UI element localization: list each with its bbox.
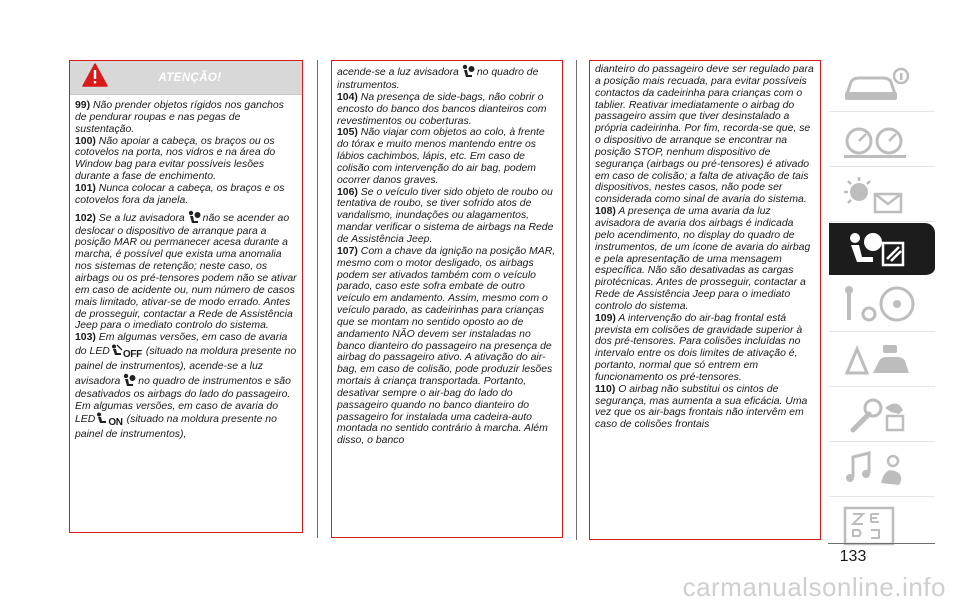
- warning-header: [70, 61, 302, 94]
- tab-multimedia[interactable]: [829, 443, 935, 498]
- maintenance-icon: [839, 394, 919, 436]
- warning-title: ATENÇÃO!: [158, 71, 222, 84]
- note-104: 104) Na presença de side-bags, não cobrir o encosto do banco dos bancos dianteiros com revestimentos ou coberturas.: [337, 91, 547, 127]
- tab-car-info[interactable]: [829, 58, 935, 113]
- note-101: 101) Nunca colocar a cabeça, os braços e os cotovelos fora da janela.: [75, 182, 285, 206]
- note-105: 105) Não viajar com objetos ao colo, à frente do tórax e muito menos mantendo entre os lábios cachimbos, lápis, etc. Em caso de colisão com intervenção do air bag, podem ocorrer danos graves.: [337, 127, 545, 186]
- note-110: 110) O airbag não substitui os cintos de segurança, mas aumenta a sua eficácia. Uma vez que os air-bags frontais não intervêm em caso de colisões frontais: [595, 383, 808, 431]
- tab-dashboard[interactable]: [829, 113, 935, 168]
- passenger-airbag-on-led-icon: ON: [96, 412, 122, 429]
- tab-emergency[interactable]: [829, 333, 935, 388]
- note-100: 100) Não apoiar a cabeça, os braços ou os cotovelos na porta, nos vidros e na área do Window bag para evitar possíveis lesões durante a fase de enchimento.: [75, 135, 276, 183]
- note-103: 103) Em algumas versões, em caso de avaria do LED OFF (situado na moldura presente no painel de instrumentos), acende-se a luz avisadora no quadro de instrumentos e são desativados os airbags do lado do passageiro. Em algumas versões, em caso de avaria do LED ON (situado na moldura presente no painel de instrumentos),: [75, 332, 297, 441]
- tab-safety[interactable]: [829, 223, 935, 278]
- warning-triangle-icon: [82, 63, 108, 87]
- note-108: 108) A presença de uma avaria da luz avisadora de avaria dos airbags é indicada pelo acendimento, no display do quadro de instrumentos, de um ícone de avaria do airbag e pela apresentação de uma mensagem específica. Não são desativadas as cargas pirotécnicas. Antes de prosseguir, contactar a Rede de Assistência Jeep para o imediato controlo do sistema.: [595, 206, 811, 312]
- note-106: 106) Se o veículo tiver sido objeto de roubo ou tentativa de roubo, se tiver sofrido atos de vandalismo, inundações ou alagamentos, mandar verificar o sistema de airbags na Rede de Assistência Jeep.: [337, 186, 554, 245]
- note-continued: dianteiro do passageiro deve ser regulado para a posição mais recuada, para evitar possíveis contactos da cadeirinha para crianças com o tablier. Reativar imediatamente o airbag do passageiro assim que tiver desinstalado a própria cadeirinha. Por fim, recorda-se que, se o dispositivo de arranque se encontrar na posição STOP, nenhum dispositivo de segurança (airbags ou pré-tensores) é ativado em caso de colisão; a falta de ativação de tais dispositivos, nestes casos, não pode ser considerada como sinal de avaria do sistema.: [595, 64, 814, 206]
- note-99: 99) Não prender objetos rígidos nos ganchos de pendurar roupas e nas pegas de sustentação.: [75, 100, 284, 135]
- page-number: 133: [839, 548, 867, 565]
- starting-driving-icon: [839, 284, 919, 326]
- warning-box-column-1: [69, 60, 303, 533]
- page-number-rule: [828, 543, 935, 544]
- column-divider: [317, 60, 318, 538]
- emergency-icon: [839, 339, 919, 381]
- warning-box-column-2: [331, 60, 563, 538]
- multimedia-icon: [839, 449, 919, 491]
- note-107: 107) Com a chave da ignição na posição MAR, mesmo com o motor desligado, os airbags podem ser ativados também com o veículo parado, caso este sofra embate de outro veículo em andamento. Assim, mesmo com o veículo parado, as cadeirinhas para crianças que se montam no sentido oposto ao de andamento NÃO devem ser instaladas no banco dianteiro do passageiro na presença de airbag do passageiro ativo. A ativação do air-bag, em caso de colisão, pode produzir lesões mortais à criança transportada. Portanto, desativar sempre o air-bag do lado do passageiro quando no banco dianteiro do passageiro for instalada uma cadeira-auto montada no sentido contrário à marcha. Além disso, o banco: [337, 245, 556, 447]
- watermark: carmanualsonline.info: [682, 572, 946, 602]
- column-divider: [576, 60, 577, 540]
- note-102: 102) Se a luz avisadora não se acender ao deslocar o dispositivo de arranque para a posição MAR ou permanecer acesa durante a marcha, é possível que exista uma anomalia nos sistemas de retenção; neste caso, os airbags ou os pré-tensores podem não se ativar em caso de acidente ou, num número de casos mais limitado, ativar-se de modo errado. Antes de prosseguir, contactar a Rede de Assistência Jeep para o imediato controlo do sistema.: [75, 210, 297, 333]
- car-info-icon: [839, 64, 919, 106]
- warning-box-column-3: [589, 60, 821, 540]
- chapter-tabs: [829, 58, 935, 553]
- note-109: 109) A intervenção do air-bag frontal está prevista em colisões de gravidade superior à dos pré-tensores. Para colisões incluídas no intervalo entre os dois limites de ativação é, portanto, normal que só entrem em funcionamento os pré-tensores.: [595, 312, 803, 383]
- index-icon: [839, 504, 919, 546]
- airbag-seat-icon: [839, 229, 919, 271]
- lights-icon: [839, 174, 919, 216]
- note-continued: acende-se a luz avisadora no quadro de instrumentos.: [337, 64, 557, 92]
- passenger-airbag-off-led-icon: OFF: [111, 344, 142, 361]
- tab-starting-driving[interactable]: [829, 278, 935, 333]
- airbag-warning-icon: [461, 64, 475, 80]
- tab-maintenance[interactable]: [829, 388, 935, 443]
- airbag-warning-icon: [187, 210, 201, 226]
- dashboard-icon: [839, 119, 919, 161]
- tab-lights[interactable]: [829, 168, 935, 223]
- tab-index[interactable]: [829, 498, 935, 553]
- airbag-warning-icon: [122, 373, 136, 389]
